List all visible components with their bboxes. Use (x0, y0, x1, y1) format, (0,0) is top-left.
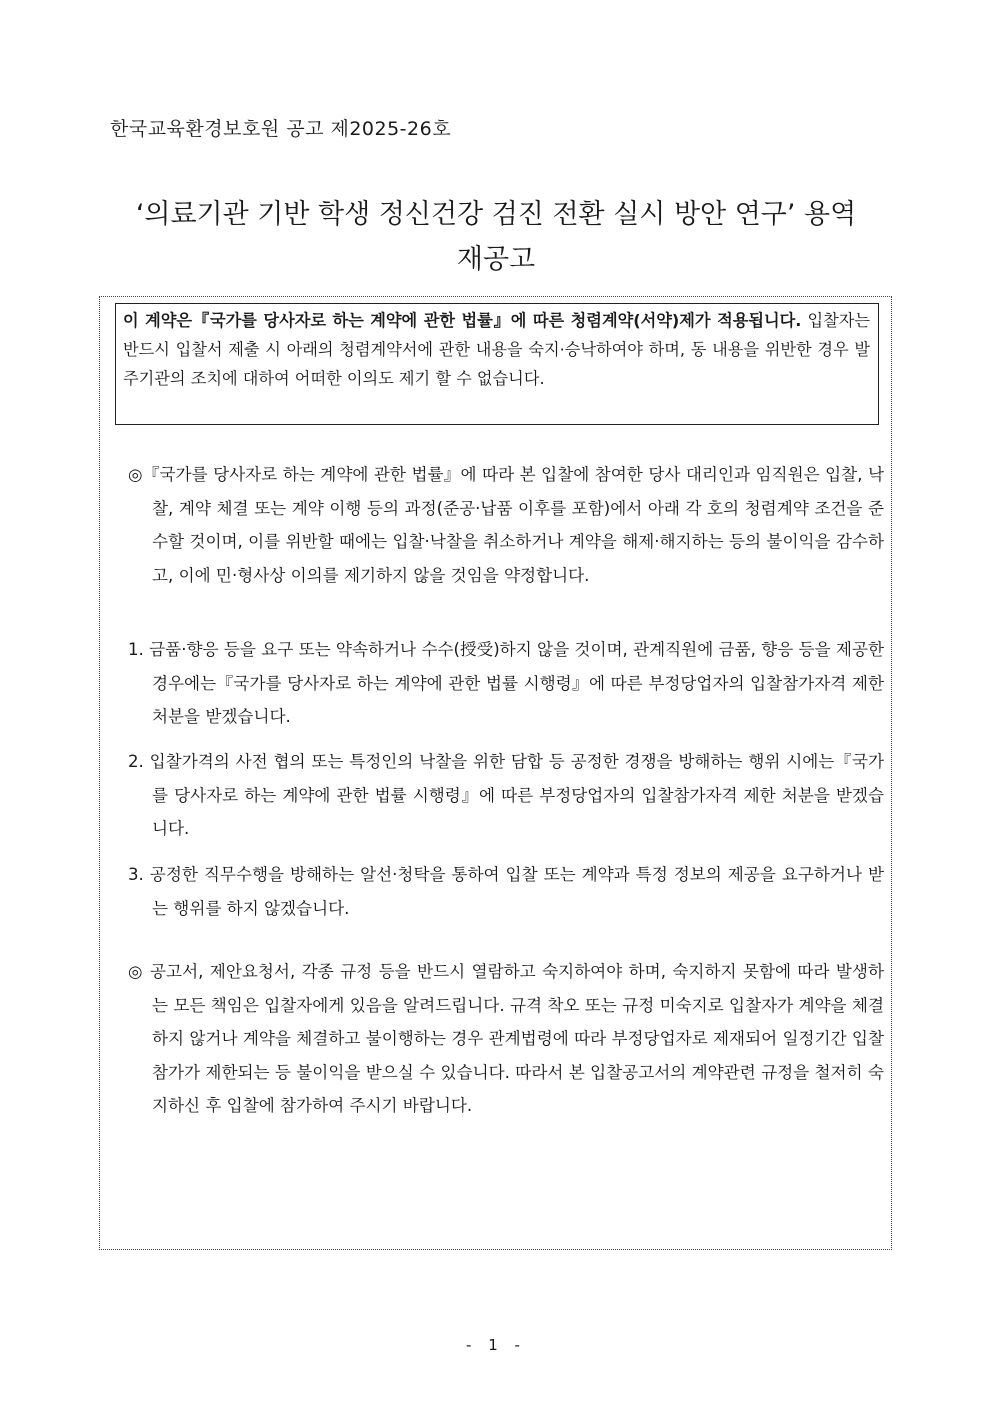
pledge-closing: ◎ 공고서, 제안요청서, 각종 규정 등을 반드시 열람하고 숙지하여야 하며, 숙지하지 못함에 따라 발생하는 모든 책임은 입찰자에게 있음을 알려드립니다. 규격 착오 또는 규정 미숙지로 입찰자가 계약을 체결하지 않거나 계약을 체결하고 불이행하는 경우 관계법령에 따라 부정당업자로 제재되어 일정기간 입찰참가가 제한되는 등 불이익을 받으실 수 있습니다. 따라서 본 입찰공고서의 계약관련 규정을 철저히 숙지하신 후 입찰에 참가하여 주시기 바랍니다. (128, 962, 884, 1115)
pledge-item-2: 2. 입찰가격의 사전 협의 또는 특정인의 낙찰을 위한 담합 등 공정한 경쟁을 방해하는 행위 시에는『국가를 당사자로 하는 계약에 관한 법률 시행령』에 따른 부정당업자의 입찰참가자격 제한 처분을 받겠습니다. (128, 752, 884, 838)
notice-number: 한국교육환경보호원 공고 제2025-26호 (110, 118, 452, 140)
page-number: - 1 - (466, 1336, 526, 1354)
page-title (60, 192, 932, 282)
integrity-contract-notice (115, 303, 879, 425)
title-line-1: ‘의료기관 기반 학생 정신건강 검진 전환 실시 방안 연구’ 용역 (135, 199, 857, 230)
pledge-intro: ◎『국가를 당사자로 하는 계약에 관한 법률』에 따라 본 입찰에 참여한 당사 대리인과 임직원은 입찰, 낙찰, 계약 체결 또는 계약 이행 등의 과정(준공·납품 이후를 포함)에서 아래 각 호의 청렴계약 조건을 준수할 것이며, 이를 위반할 때에는 입찰·낙찰을 취소하거나 계약을 해제·해지하는 등의 불이익을 감수하고, 이에 민·형사상 이의를 제기하지 않을 것임을 약정합니다. (128, 465, 884, 585)
pledge-item-1: 1. 금품·향응 등을 요구 또는 약속하거나 수수(授受)하지 않을 것이며, 관계직원에 금품, 향응 등을 제공한 경우에는『국가를 당사자로 하는 계약에 관한 법률 시행령』에 따른 부정당업자의 입찰참가자격 제한 처분을 받겠습니다. (128, 640, 884, 726)
pledge-item-3: 3. 공정한 직무수행을 방해하는 알선·청탁을 통하여 입찰 또는 계약과 특정 정보의 제공을 요구하거나 받는 행위를 하지 않겠습니다. (128, 865, 884, 918)
integrity-notice-text: 입찰자는 반드시 입찰서 제출 시 아래의 청렴계약서에 관한 내용을 숙지·승낙하여야 하며, 동 내용을 위반한 경우 발주기관의 조치에 대하여 어떠한 이의도 제기 할 수 없습니다. (123, 311, 870, 388)
title-line-2: 재공고 (456, 244, 536, 275)
integrity-notice-bold: 이 계약은『국가를 당사자로 하는 계약에 관한 법률』에 따른 청렴계약(서약)제가 적용됩니다. (123, 311, 802, 330)
